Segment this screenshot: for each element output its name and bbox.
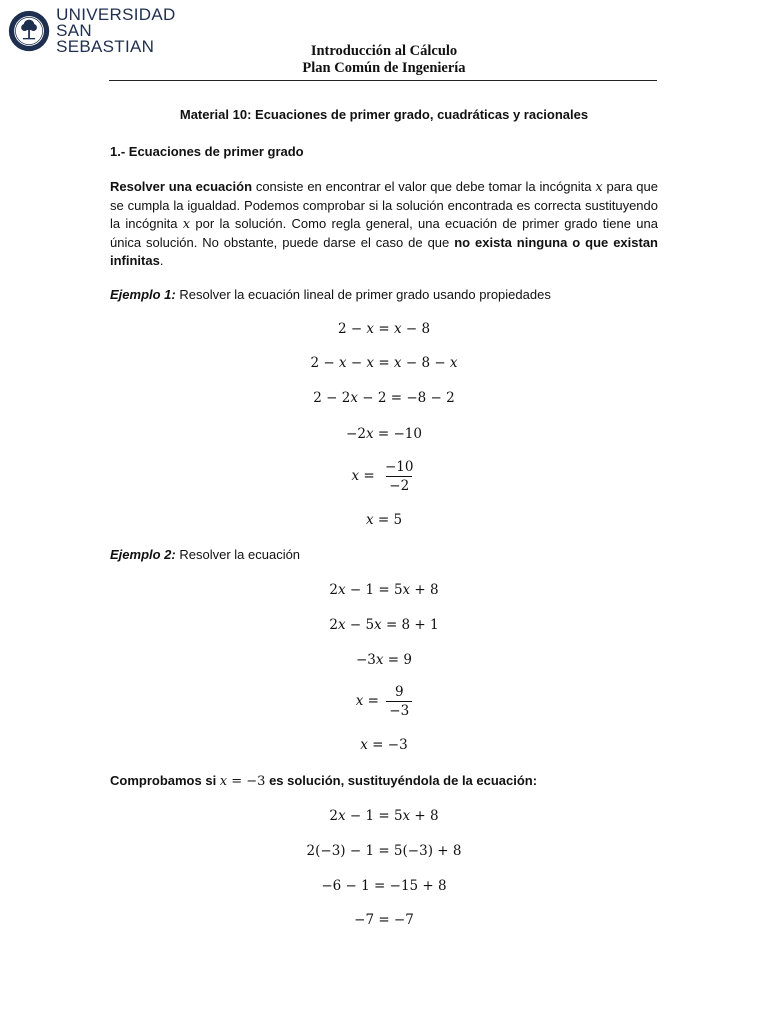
document-title: Material 10: Ecuaciones de primer grado, cuadráticas y racionales <box>179 107 589 122</box>
variable-x: x <box>182 217 191 232</box>
course-title: Introducción al Cálculo <box>310 43 458 59</box>
fraction-numerator: −10 <box>385 459 414 475</box>
example-1-step-2: 2 − 𝑥 − 𝑥 = 𝑥 − 8 − 𝑥 <box>310 355 458 371</box>
example-2-label: Ejemplo 2: <box>110 547 176 562</box>
verification-step-2: 2(−3) − 1 = 5(−3) + 8 <box>306 843 462 859</box>
verification-step-3: −6 − 1 = −15 + 8 <box>321 878 447 894</box>
header-divider <box>109 80 657 81</box>
intro-bold-note: no exista ninguna o que existan infinitas <box>110 235 658 268</box>
course-subtitle: Plan Común de Ingeniería <box>302 60 466 76</box>
example-2-step-3: −3𝑥 = 9 <box>356 652 412 668</box>
intro-text-3: por la solución. Como regla general, una ecuación de primer grado tiene una única solución. No obstante, puede darse el caso de que <box>110 216 658 250</box>
verification-step-4: −7 = −7 <box>354 912 414 928</box>
fraction-denominator: −2 <box>386 476 412 494</box>
intro-text-end: . <box>159 253 164 268</box>
fraction <box>386 684 412 719</box>
example-1-fraction <box>0 459 768 494</box>
verification-step-1: 2𝑥 − 1 = 5𝑥 + 8 <box>329 808 439 824</box>
example-1-step-4: −2𝑥 = −10 <box>346 426 422 442</box>
example-2-heading <box>110 547 300 562</box>
example-2-step-1: 2𝑥 − 1 = 5𝑥 + 8 <box>329 582 439 598</box>
fraction-denominator: −3 <box>386 701 412 719</box>
intro-bold-term: Resolver una ecuación <box>110 179 253 194</box>
fraction-lhs: 𝑥 = <box>355 693 379 709</box>
example-1-result: 𝑥 = 5 <box>365 512 403 528</box>
fraction-numerator: 9 <box>394 684 404 700</box>
university-name-line1: UNIVERSIDAD <box>56 5 176 24</box>
verification-heading <box>110 773 537 789</box>
example-2-result: 𝑥 = −3 <box>360 737 408 753</box>
example-1-step-1: 2 − 𝑥 = 𝑥 − 8 <box>337 321 431 337</box>
variable-x: x <box>595 180 603 195</box>
verification-text-b: es solución, sustituyéndola de la ecuación: <box>265 773 538 788</box>
intro-paragraph <box>110 178 658 270</box>
intro-text-2: para que se cumpla la igualdad. Podemos comprobar si la solución encontrada es correcta sustituyendo la incógnita <box>110 179 658 231</box>
university-name-line2: SAN SEBASTIAN <box>56 21 155 56</box>
section-heading: 1.- Ecuaciones de primer grado <box>110 144 304 159</box>
example-2-step-2: 2𝑥 − 5𝑥 = 8 + 1 <box>329 617 439 633</box>
verification-math: 𝑥 = −3 <box>219 774 266 789</box>
example-2-text: Resolver la ecuación <box>175 547 301 562</box>
intro-text-1: consiste en encontrar el valor que debe tomar la incógnita <box>252 179 596 194</box>
example-1-label: Ejemplo 1: <box>110 287 176 302</box>
fraction <box>382 459 417 494</box>
example-1-heading <box>110 287 551 302</box>
example-2-fraction <box>0 684 768 719</box>
example-1-step-3: 2 − 2𝑥 − 2 = −8 − 2 <box>313 390 455 406</box>
verification-text-a: Comprobamos si <box>110 773 220 788</box>
example-1-text: Resolver la ecuación lineal de primer grado usando propiedades <box>175 287 551 302</box>
fraction-lhs: 𝑥 = <box>351 468 375 484</box>
